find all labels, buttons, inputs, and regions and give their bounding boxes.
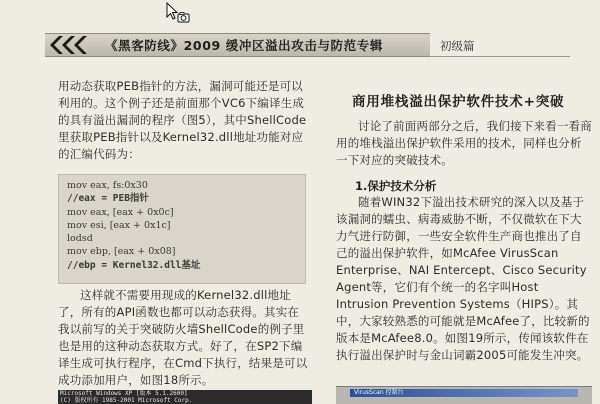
subheading: 1.保护技术分析 (355, 179, 437, 193)
arrow-cursor-with-camera-icon (165, 2, 191, 26)
cmd-screenshot-thumbnail (58, 390, 312, 404)
code-line: mov eax, fs:0x30 (67, 180, 148, 191)
right-section-title: 商用堆栈溢出保护软件技术+突破 (352, 94, 565, 110)
cmd-line: Microsoft Windows XP [版本 5.1.2600] (60, 390, 188, 397)
right-paragraph-1: 讨论了前面两部分之后，我们接下来看一看商用的堆栈溢出保护软件采用的技术，同样也分析一下对应的突破技术。 (336, 119, 592, 167)
code-line: mov esi, [eax + 0x1c] (67, 219, 171, 231)
section-header-bar (45, 33, 430, 57)
code-line: mov eax, [eax + 0x0c] (67, 206, 174, 218)
assembly-code-block (58, 174, 306, 284)
code-comment-line: //eax = PEB指针 (67, 193, 149, 205)
cmd-line: (C) 版权所有 1985-2001 Microsoft Corp. (60, 397, 193, 404)
window-title-bar: VirusScan 控制台 (350, 389, 578, 397)
window-screenshot-thumbnail (336, 386, 592, 404)
triple-chevron-left-icon (45, 33, 103, 57)
header-title: 《黑客防线》2009 缓冲区溢出攻击与防范专辑 (105, 38, 383, 53)
right-paragraph-2: 随着WIN32下溢出技术研究的深入以及基于该漏洞的蠕虫、病毒威胁不断，不仅微软在下大力气进行防御，一些安全软件生产商也推出了自己的溢出保护软件，如McAfee VirusScan Enterprise、NAI Entercept、Cisco Security Agent等，它们有个统一的名字叫Host Intrusion Prevention Systems（HIPS）。其中，大家较熟悉的可能就是McAfee了，比较新的版本是McAfee8.0。如图19所示，传闻该软件在执行溢出保护时与金山词霸2005可能发生冲突。 (336, 195, 590, 362)
code-line: mov ebp, [eax + 0x08] (67, 246, 176, 258)
code-line: lodsd (67, 233, 93, 245)
level-label: 初级篇 (440, 39, 475, 53)
header-rule (430, 56, 570, 57)
left-paragraph-1: 用动态获取PEB指针的方法，漏洞可能还是可以利用的。这个例子还是前面那个VC6下编译生成的具有溢出漏洞的程序（图5），其中ShellCode里获取PEB指针以及Kernel32.dll地址功能对应的汇编代码为： (58, 79, 307, 161)
left-paragraph-2: 这样就不需要用现成的Kernel32.dll地址了，所有的API函数也都可以动态获得。其实在我以前写的关于突破防火墙ShellCode的例子里也是用的这种动态获取方式。好了，在SP2下编译生成可执行程序，在Cmd下执行，结果是可以成功添加用户，如图18所示。 (58, 288, 308, 387)
code-comment-line: //ebp = Kernel32.dll基址 (67, 259, 201, 271)
